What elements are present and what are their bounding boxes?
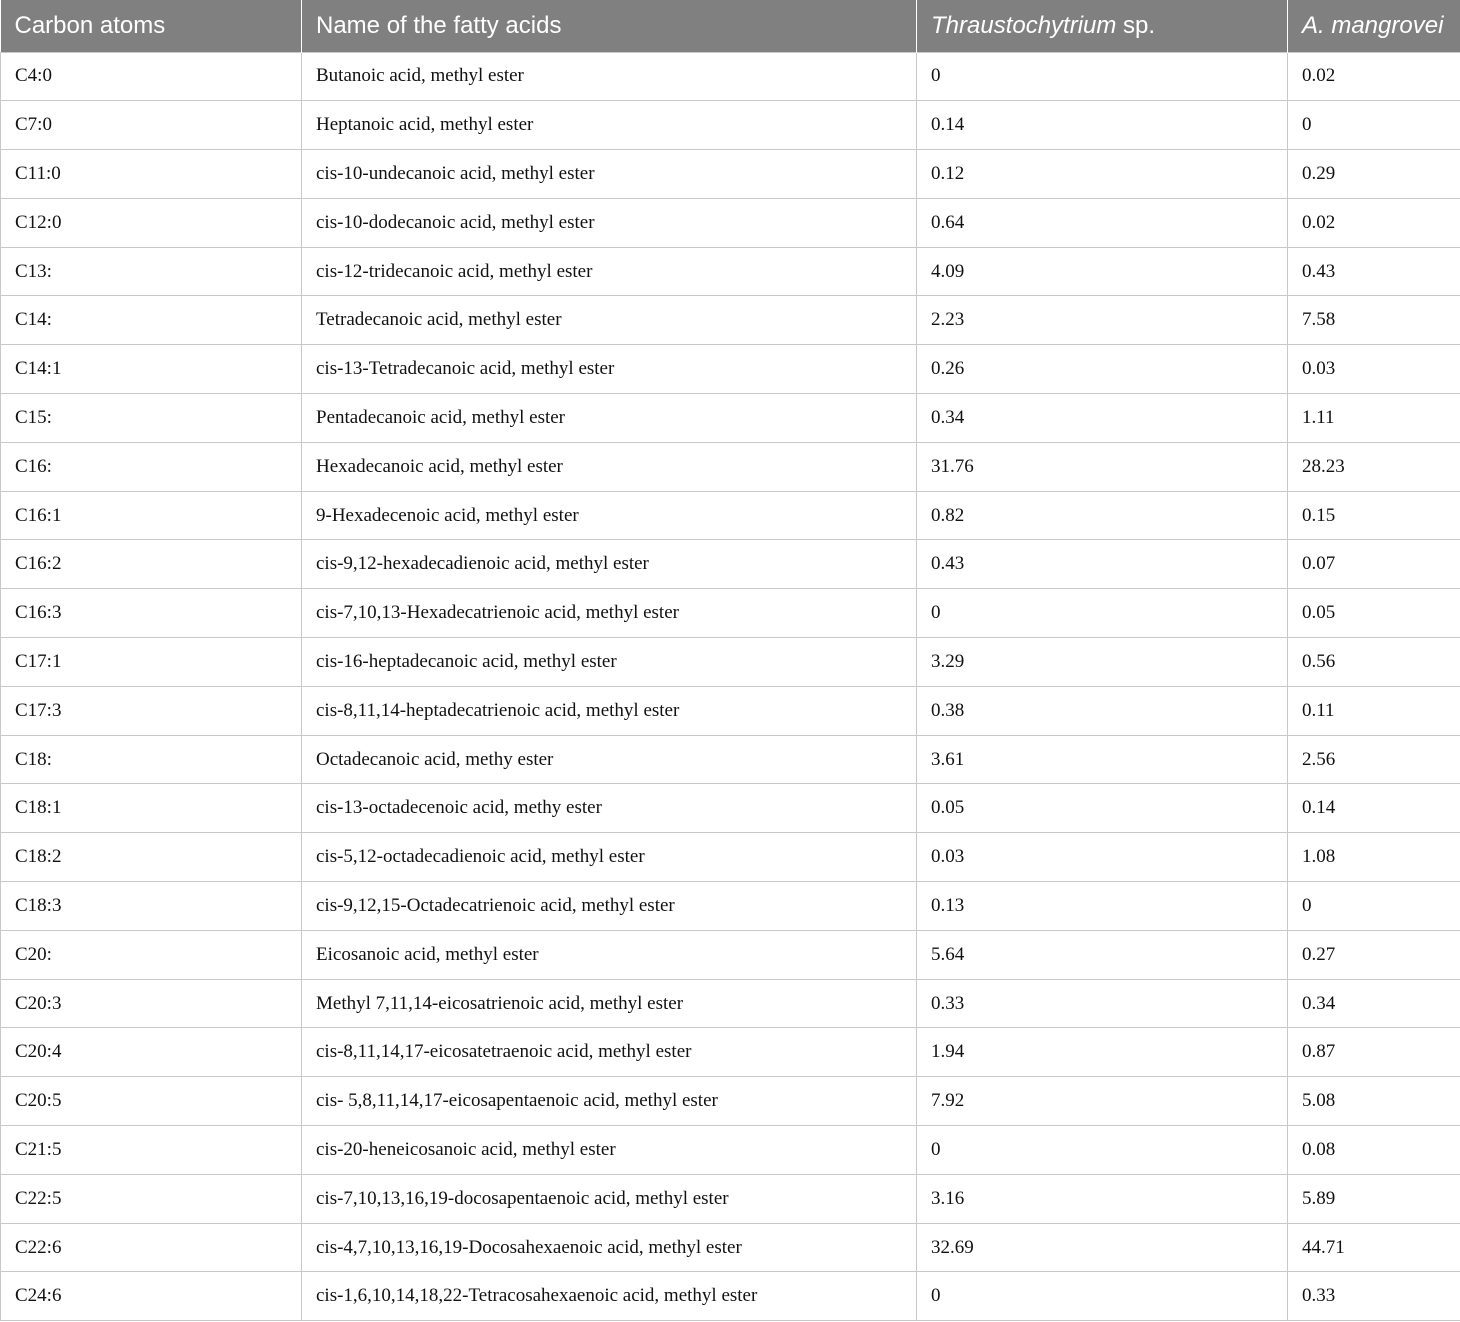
table-row: [1, 1272, 1460, 1321]
cell-thraustochytrium-value: 0.03: [917, 833, 1288, 882]
cell-a-mangrovei-value: 5.89: [1288, 1174, 1460, 1223]
cell-thraustochytrium-value: 1.94: [917, 1028, 1288, 1077]
table-row: [1, 686, 1460, 735]
cell-a-mangrovei-value: 0.02: [1288, 52, 1460, 101]
cell-a-mangrovei-value: 44.71: [1288, 1223, 1460, 1272]
table-row: [1, 979, 1460, 1028]
cell-thraustochytrium-value: 31.76: [917, 442, 1288, 491]
cell-thraustochytrium-value: 0: [917, 1272, 1288, 1321]
cell-carbon-atoms: C7:0: [1, 101, 302, 150]
table-row: [1, 882, 1460, 931]
cell-fatty-acid-name: Pentadecanoic acid, methyl ester: [302, 394, 917, 443]
cell-a-mangrovei-value: 0: [1288, 101, 1460, 150]
cell-fatty-acid-name: Butanoic acid, methyl ester: [302, 52, 917, 101]
cell-fatty-acid-name: Heptanoic acid, methyl ester: [302, 101, 917, 150]
cell-a-mangrovei-value: 0.03: [1288, 345, 1460, 394]
cell-a-mangrovei-value: 0.02: [1288, 198, 1460, 247]
table-row: [1, 491, 1460, 540]
cell-carbon-atoms: C16:1: [1, 491, 302, 540]
cell-a-mangrovei-value: 1.08: [1288, 833, 1460, 882]
cell-carbon-atoms: C18:3: [1, 882, 302, 931]
cell-carbon-atoms: C14:: [1, 296, 302, 345]
cell-carbon-atoms: C21:5: [1, 1126, 302, 1175]
cell-thraustochytrium-value: 0.64: [917, 198, 1288, 247]
header-a-mangrovei: [1288, 0, 1460, 52]
cell-fatty-acid-name: cis-20-heneicosanoic acid, methyl ester: [302, 1126, 917, 1175]
cell-fatty-acid-name: cis-5,12-octadecadienoic acid, methyl ester: [302, 833, 917, 882]
cell-carbon-atoms: C18:: [1, 735, 302, 784]
cell-fatty-acid-name: cis-7,10,13,16,19-docosapentaenoic acid, methyl ester: [302, 1174, 917, 1223]
table-row: [1, 1028, 1460, 1077]
cell-thraustochytrium-value: 0: [917, 1126, 1288, 1175]
cell-carbon-atoms: C16:: [1, 442, 302, 491]
cell-fatty-acid-name: Tetradecanoic acid, methyl ester: [302, 296, 917, 345]
cell-carbon-atoms: C22:6: [1, 1223, 302, 1272]
cell-a-mangrovei-value: 0.33: [1288, 1272, 1460, 1321]
cell-a-mangrovei-value: 0.43: [1288, 247, 1460, 296]
table-header: [1, 0, 1460, 52]
table-row: [1, 1174, 1460, 1223]
table-row: [1, 52, 1460, 101]
cell-thraustochytrium-value: 7.92: [917, 1077, 1288, 1126]
cell-a-mangrovei-value: 0.56: [1288, 638, 1460, 687]
cell-fatty-acid-name: cis-13-Tetradecanoic acid, methyl ester: [302, 345, 917, 394]
cell-thraustochytrium-value: 0.43: [917, 540, 1288, 589]
cell-thraustochytrium-value: 0.38: [917, 686, 1288, 735]
table-row: [1, 198, 1460, 247]
cell-fatty-acid-name: cis-10-undecanoic acid, methyl ester: [302, 150, 917, 199]
cell-fatty-acid-name: cis-16-heptadecanoic acid, methyl ester: [302, 638, 917, 687]
table-row: [1, 638, 1460, 687]
cell-fatty-acid-name: 9-Hexadecenoic acid, methyl ester: [302, 491, 917, 540]
cell-carbon-atoms: C22:5: [1, 1174, 302, 1223]
cell-carbon-atoms: C17:1: [1, 638, 302, 687]
cell-fatty-acid-name: cis-10-dodecanoic acid, methyl ester: [302, 198, 917, 247]
cell-carbon-atoms: C13:: [1, 247, 302, 296]
cell-a-mangrovei-value: 0.34: [1288, 979, 1460, 1028]
cell-thraustochytrium-value: 32.69: [917, 1223, 1288, 1272]
cell-thraustochytrium-value: 0.26: [917, 345, 1288, 394]
cell-carbon-atoms: C20:5: [1, 1077, 302, 1126]
cell-thraustochytrium-value: 0.12: [917, 150, 1288, 199]
header-row: [1, 0, 1460, 52]
cell-thraustochytrium-value: 0.34: [917, 394, 1288, 443]
cell-a-mangrovei-value: 0.29: [1288, 150, 1460, 199]
cell-carbon-atoms: C12:0: [1, 198, 302, 247]
table-row: [1, 784, 1460, 833]
cell-fatty-acid-name: cis-8,11,14-heptadecatrienoic acid, methyl ester: [302, 686, 917, 735]
cell-carbon-atoms: C20:4: [1, 1028, 302, 1077]
table-row: [1, 930, 1460, 979]
header-thraustochytrium: [917, 0, 1288, 52]
header-thraustochytrium-suffix: sp.: [1116, 11, 1156, 39]
cell-thraustochytrium-value: 0.33: [917, 979, 1288, 1028]
cell-a-mangrovei-value: 0.08: [1288, 1126, 1460, 1175]
cell-thraustochytrium-value: 4.09: [917, 247, 1288, 296]
header-a-mangrovei-label: A. mangrovei: [1302, 11, 1444, 39]
cell-carbon-atoms: C20:3: [1, 979, 302, 1028]
cell-thraustochytrium-value: 5.64: [917, 930, 1288, 979]
cell-fatty-acid-name: cis- 5,8,11,14,17-eicosapentaenoic acid, methyl ester: [302, 1077, 917, 1126]
cell-a-mangrovei-value: 7.58: [1288, 296, 1460, 345]
cell-carbon-atoms: C17:3: [1, 686, 302, 735]
table-row: [1, 735, 1460, 784]
cell-carbon-atoms: C20:: [1, 930, 302, 979]
cell-a-mangrovei-value: 0.87: [1288, 1028, 1460, 1077]
cell-thraustochytrium-value: 0.05: [917, 784, 1288, 833]
cell-fatty-acid-name: cis-1,6,10,14,18,22-Tetracosahexaenoic acid, methyl ester: [302, 1272, 917, 1321]
cell-fatty-acid-name: Methyl 7,11,14-eicosatrienoic acid, methyl ester: [302, 979, 917, 1028]
cell-fatty-acid-name: cis-9,12,15-Octadecatrienoic acid, methyl ester: [302, 882, 917, 931]
cell-thraustochytrium-value: 0.13: [917, 882, 1288, 931]
cell-thraustochytrium-value: 0.14: [917, 101, 1288, 150]
cell-carbon-atoms: C16:3: [1, 589, 302, 638]
cell-fatty-acid-name: cis-13-octadecenoic acid, methy ester: [302, 784, 917, 833]
cell-carbon-atoms: C18:2: [1, 833, 302, 882]
cell-carbon-atoms: C24:6: [1, 1272, 302, 1321]
cell-carbon-atoms: C4:0: [1, 52, 302, 101]
cell-thraustochytrium-value: 3.61: [917, 735, 1288, 784]
table-row: [1, 1126, 1460, 1175]
cell-thraustochytrium-value: 0.82: [917, 491, 1288, 540]
table-row: [1, 833, 1460, 882]
cell-a-mangrovei-value: 1.11: [1288, 394, 1460, 443]
cell-a-mangrovei-value: 0.27: [1288, 930, 1460, 979]
cell-a-mangrovei-value: 28.23: [1288, 442, 1460, 491]
cell-fatty-acid-name: cis-12-tridecanoic acid, methyl ester: [302, 247, 917, 296]
cell-a-mangrovei-value: 0.07: [1288, 540, 1460, 589]
header-fatty-acid-name: Name of the fatty acids: [302, 0, 917, 52]
cell-fatty-acid-name: Hexadecanoic acid, methyl ester: [302, 442, 917, 491]
cell-thraustochytrium-value: 3.16: [917, 1174, 1288, 1223]
table-row: [1, 442, 1460, 491]
table-row: [1, 589, 1460, 638]
cell-a-mangrovei-value: 0.05: [1288, 589, 1460, 638]
cell-fatty-acid-name: Octadecanoic acid, methy ester: [302, 735, 917, 784]
cell-thraustochytrium-value: 2.23: [917, 296, 1288, 345]
cell-a-mangrovei-value: 0.11: [1288, 686, 1460, 735]
table-row: [1, 247, 1460, 296]
cell-fatty-acid-name: cis-7,10,13-Hexadecatrienoic acid, methyl ester: [302, 589, 917, 638]
header-carbon-atoms: Carbon atoms: [1, 0, 302, 52]
table-row: [1, 1223, 1460, 1272]
cell-fatty-acid-name: cis-4,7,10,13,16,19-Docosahexaenoic acid, methyl ester: [302, 1223, 917, 1272]
table-row: [1, 296, 1460, 345]
cell-carbon-atoms: C16:2: [1, 540, 302, 589]
table-body: [1, 52, 1460, 1321]
cell-a-mangrovei-value: 0.14: [1288, 784, 1460, 833]
cell-thraustochytrium-value: 0: [917, 589, 1288, 638]
table-row: [1, 150, 1460, 199]
cell-carbon-atoms: C15:: [1, 394, 302, 443]
cell-carbon-atoms: C11:0: [1, 150, 302, 199]
cell-fatty-acid-name: cis-8,11,14,17-eicosatetraenoic acid, methyl ester: [302, 1028, 917, 1077]
cell-fatty-acid-name: cis-9,12-hexadecadienoic acid, methyl ester: [302, 540, 917, 589]
table-row: [1, 101, 1460, 150]
cell-carbon-atoms: C14:1: [1, 345, 302, 394]
cell-a-mangrovei-value: 0: [1288, 882, 1460, 931]
cell-a-mangrovei-value: 5.08: [1288, 1077, 1460, 1126]
table-row: [1, 394, 1460, 443]
cell-a-mangrovei-value: 2.56: [1288, 735, 1460, 784]
table-row: [1, 345, 1460, 394]
cell-carbon-atoms: C18:1: [1, 784, 302, 833]
cell-thraustochytrium-value: 0: [917, 52, 1288, 101]
header-thraustochytrium-genus: Thraustochytrium: [931, 11, 1117, 39]
table-row: [1, 1077, 1460, 1126]
table-row: [1, 540, 1460, 589]
cell-fatty-acid-name: Eicosanoic acid, methyl ester: [302, 930, 917, 979]
cell-thraustochytrium-value: 3.29: [917, 638, 1288, 687]
cell-a-mangrovei-value: 0.15: [1288, 491, 1460, 540]
